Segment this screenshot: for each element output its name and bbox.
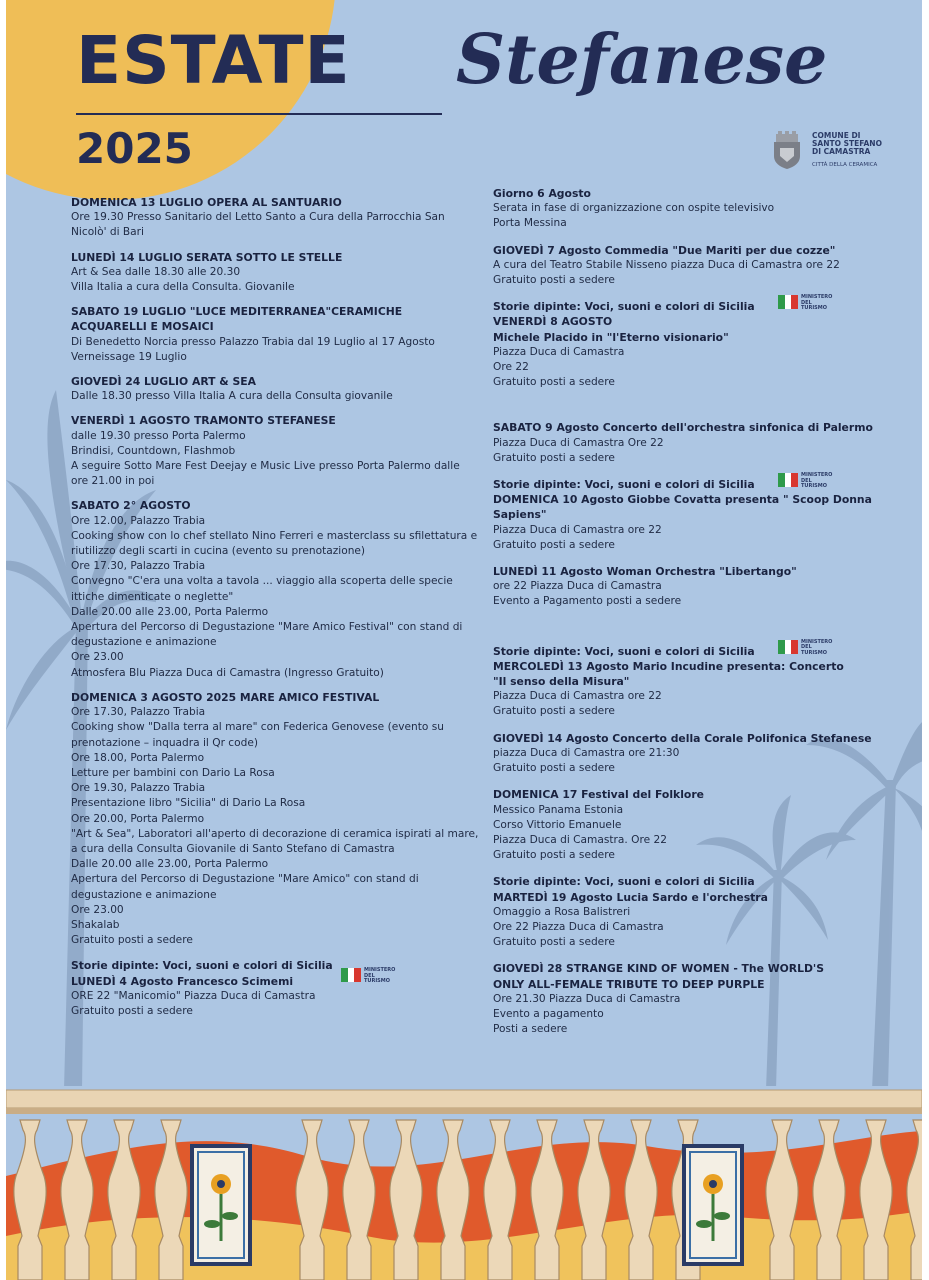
event-title: Storie dipinte: Voci, suoni e colori di Sicilia xyxy=(493,478,755,492)
ministry-line: DEL TURISMO xyxy=(801,299,828,312)
tile-panel-left xyxy=(192,1146,250,1264)
ministry-line: MINISTERO xyxy=(801,294,833,301)
comune-logo xyxy=(768,128,908,172)
event-detail: Gratuito posti a sedere xyxy=(71,1004,193,1017)
event-title: SABATO 2° AGOSTO xyxy=(71,499,191,513)
event-detail: Piazza Duca di Camastra ore 22 xyxy=(493,523,662,536)
event-detail: Ore 17.30, Palazzo Trabia xyxy=(71,706,206,719)
event-detail: Art & Sea dalle 18.30 alle 20.30 xyxy=(71,265,241,278)
event-title: LUNEDÌ 11 Agosto Woman Orchestra "Libertango" xyxy=(493,565,797,579)
comune-name xyxy=(812,132,882,156)
tile-panel-right xyxy=(684,1146,742,1264)
event-detail: Ore 23.00 xyxy=(71,651,124,664)
event-block xyxy=(71,250,481,296)
event-block xyxy=(71,498,481,680)
event-detail: Piazza Duca di Camastra ore 22 xyxy=(493,690,662,703)
event-detail: Porta Messina xyxy=(493,217,567,230)
italian-flag-icon xyxy=(778,295,798,309)
event-title: Storie dipinte: Voci, suoni e colori di Sicilia xyxy=(493,875,755,889)
event-block xyxy=(493,420,922,466)
comune-line: SANTO STEFANO xyxy=(812,139,882,148)
event-title: ACQUARELLI E MOSAICI xyxy=(71,320,214,334)
event-title: GIOVEDÌ 7 Agosto Commedia "Due Mariti per due cozze" xyxy=(493,243,836,257)
italian-flag-icon xyxy=(778,473,798,487)
event-detail: Ore 17.30, Palazzo Trabia xyxy=(71,560,206,573)
ministry-text xyxy=(364,968,401,985)
ministry-text xyxy=(801,640,838,657)
ministry-line: DEL TURISMO xyxy=(364,972,391,985)
events-right-column xyxy=(493,186,922,1037)
event-block xyxy=(71,374,481,404)
event-detail: Shakalab xyxy=(71,918,120,931)
event-title: VENERDÌ 1 AGOSTO TRAMONTO STEFANESE xyxy=(71,414,336,428)
event-detail: Piazza Duca di Camastra xyxy=(493,345,625,358)
event-detail: A seguire Sotto Mare Fest Deejay e Music Live presso Porta Palermo dalle xyxy=(71,460,460,473)
ministry-badge xyxy=(778,471,838,489)
event-detail: Ore 21.30 Piazza Duca di Camastra xyxy=(493,992,681,1005)
italian-flag-icon xyxy=(778,640,798,654)
event-title: Storie dipinte: Voci, suoni e colori di Sicilia xyxy=(493,644,755,658)
event-title: SABATO 9 Agosto Concerto dell'orchestra sinfonica di Palermo xyxy=(493,421,873,435)
event-block xyxy=(493,472,922,553)
event-block xyxy=(493,186,922,232)
event-detail: riutilizzo degli scarti in cucina (evento su prenotazione) xyxy=(71,545,366,558)
event-detail: Brindisi, Countdown, Flashmob xyxy=(71,444,236,457)
event-block xyxy=(493,731,922,777)
event-title: LUNEDÌ 4 Agosto Francesco Scimemi xyxy=(71,974,294,988)
event-detail: ore 22 Piazza Duca di Camastra xyxy=(493,580,662,593)
event-title: "Il senso della Misura" xyxy=(493,675,630,689)
event-detail: Cooking show "Dalla terra al mare" con Federica Genovese (evento su xyxy=(71,721,444,734)
event-title: GIOVEDÌ 14 Agosto Concerto della Corale Polifonica Stefanese xyxy=(493,731,872,745)
event-block xyxy=(71,690,481,948)
event-title: DOMENICA 13 LUGLIO OPERA AL SANTUARIO xyxy=(71,196,342,209)
event-block xyxy=(493,961,922,1037)
event-detail: Evento a pagamento xyxy=(493,1007,604,1020)
events-left-column xyxy=(71,195,481,1019)
event-title: Storie dipinte: Voci, suoni e colori di Sicilia xyxy=(71,959,333,973)
ministry-line: DEL TURISMO xyxy=(801,477,828,490)
event-title: ONLY ALL-FEMALE TRIBUTE TO DEEP PURPLE xyxy=(493,977,765,991)
event-detail: Ore 23.00 xyxy=(71,903,124,916)
balustrade-decoration xyxy=(6,1086,922,1280)
ministry-text xyxy=(801,473,838,490)
event-detail: Omaggio a Rosa Balistreri xyxy=(493,905,631,918)
event-detail: Letture per bambini con Dario La Rosa xyxy=(71,766,275,779)
poster xyxy=(6,0,922,1280)
event-block xyxy=(493,294,922,390)
title-year: 2025 xyxy=(76,124,193,173)
event-detail: Verneissage 19 Luglio xyxy=(71,350,187,363)
event-detail: Gratuito posti a sedere xyxy=(493,451,615,464)
event-detail: Posti a sedere xyxy=(493,1023,568,1036)
event-detail: Di Benedetto Norcia presso Palazzo Trabia dal 19 Luglio al 17 Agosto xyxy=(71,335,435,348)
event-block xyxy=(71,958,481,1019)
event-detail: Dalle 18.30 presso Villa Italia A cura della Consulta giovanile xyxy=(71,390,393,403)
event-title: Giorno 6 Agosto xyxy=(493,187,591,200)
event-title: VENERDÌ 8 AGOSTO xyxy=(493,315,613,329)
event-detail: Apertura del Percorso di Degustazione "Mare Amico Festival" con stand di xyxy=(71,621,463,634)
ministry-text xyxy=(801,295,838,312)
event-detail: Ore 19.30 Presso Sanitario del Letto Santo a Cura della Parrocchia San xyxy=(71,211,445,224)
event-detail: Dalle 20.00 alle 23.00, Porta Palermo xyxy=(71,858,269,871)
event-detail: degustazione e animazione xyxy=(71,636,217,649)
event-title: LUNEDÌ 14 LUGLIO SERATA SOTTO LE STELLE xyxy=(71,250,343,264)
event-detail: degustazione e animazione xyxy=(71,888,217,901)
event-detail: ORE 22 "Manicomio" Piazza Duca di Camastra xyxy=(71,989,316,1002)
event-title: SABATO 19 LUGLIO "LUCE MEDITERRANEA"CERAMICHE xyxy=(71,305,403,319)
event-detail: Gratuito posti a sedere xyxy=(493,538,615,551)
event-block xyxy=(71,304,481,365)
ministry-line: MINISTERO xyxy=(801,638,833,645)
ministry-badge xyxy=(778,638,838,656)
event-detail: Evento a Pagamento posti a sedere xyxy=(493,595,682,608)
event-detail: Ore 20.00, Porta Palermo xyxy=(71,812,205,825)
event-title: DOMENICA 10 Agosto Giobbe Covatta presenta " Scoop Donna Sapiens" xyxy=(493,493,872,522)
comune-line: DI CAMASTRA xyxy=(812,147,871,156)
event-detail: Corso Vittorio Emanuele xyxy=(493,818,622,831)
event-detail: prenotazione – inquadra il Qr code) xyxy=(71,736,258,749)
event-detail: Atmosfera Blu Piazza Duca di Camastra (Ingresso Gratuito) xyxy=(71,666,384,679)
event-title: GIOVEDÌ 28 STRANGE KIND OF WOMEN - The WORLD'S xyxy=(493,962,825,976)
event-title: Storie dipinte: Voci, suoni e colori di Sicilia xyxy=(493,300,755,314)
event-detail: Nicolò' di Bari xyxy=(71,226,144,239)
event-detail: Cooking show con lo chef stellato Nino Ferreri e masterclass su sfilettatura e xyxy=(71,529,478,542)
event-detail: ore 21.00 in poi xyxy=(71,475,155,488)
event-block xyxy=(493,787,922,863)
title-underline xyxy=(76,113,442,115)
event-detail: Gratuito posti a sedere xyxy=(493,376,615,389)
event-detail: piazza Duca di Camastra ore 21:30 xyxy=(493,746,680,759)
event-block xyxy=(493,874,922,950)
event-detail: Gratuito posti a sedere xyxy=(493,936,615,949)
event-detail: Gratuito posti a sedere xyxy=(71,934,193,947)
event-detail: ittiche dimenticate o neglette" xyxy=(71,590,234,603)
event-title: MERCOLEDÌ 13 Agosto Mario Incudine presenta: Concerto xyxy=(493,659,844,673)
event-title: DOMENICA 17 Festival del Folklore xyxy=(493,788,704,802)
ministry-line: MINISTERO xyxy=(801,472,833,479)
event-detail: Convegno "C'era una volta a tavola ... viaggio alla scoperta delle specie xyxy=(71,575,453,588)
event-detail: Messico Panama Estonia xyxy=(493,803,624,816)
event-block xyxy=(493,638,922,720)
event-detail: a cura della Consulta Giovanile di Santo Stefano di Camastra xyxy=(71,842,395,855)
title-estate: ESTATE xyxy=(76,22,351,99)
ministry-badge xyxy=(341,966,401,984)
italian-flag-icon xyxy=(341,968,361,982)
coat-of-arms-icon xyxy=(768,130,806,170)
event-block xyxy=(493,243,922,289)
event-detail: Ore 18.00, Porta Palermo xyxy=(71,751,205,764)
event-detail: Dalle 20.00 alle 23.00, Porta Palermo xyxy=(71,605,269,618)
event-detail: dalle 19.30 presso Porta Palermo xyxy=(71,429,246,442)
event-detail: Gratuito posti a sedere xyxy=(493,762,615,775)
event-title: MARTEDÌ 19 Agosto Lucia Sardo e l'orchestra xyxy=(493,890,768,904)
event-title: GIOVEDÌ 24 LUGLIO ART & SEA xyxy=(71,375,256,389)
ministry-badge xyxy=(778,293,838,311)
event-detail: Serata in fase di organizzazione con ospite televisivo xyxy=(493,202,775,215)
event-detail: Gratuito posti a sedere xyxy=(493,705,615,718)
event-title: Michele Placido in "l'Eterno visionario" xyxy=(493,330,729,344)
event-detail: "Art & Sea", Laboratori all'aperto di decorazione di ceramica ispirati al mare, xyxy=(71,827,479,840)
event-detail: Presentazione libro "Sicilia" di Dario La Rosa xyxy=(71,797,306,810)
comune-line: COMUNE DI xyxy=(812,131,861,140)
event-detail: Ore 19.30, Palazzo Trabia xyxy=(71,782,206,795)
event-block xyxy=(71,413,481,489)
event-block xyxy=(493,564,922,610)
event-detail: Piazza Duca di Camastra. Ore 22 xyxy=(493,833,667,846)
event-title: DOMENICA 3 AGOSTO 2025 MARE AMICO FESTIVAL xyxy=(71,690,380,704)
event-detail: Ore 22 xyxy=(493,361,529,374)
ministry-line: MINISTERO xyxy=(364,967,396,974)
event-block xyxy=(71,195,481,241)
event-detail: Villa Italia a cura della Consulta. Giovanile xyxy=(71,281,295,294)
event-detail: Gratuito posti a sedere xyxy=(493,849,615,862)
event-detail: Ore 12.00, Palazzo Trabia xyxy=(71,514,206,527)
event-detail: A cura del Teatro Stabile Nisseno piazza Duca di Camastra ore 22 xyxy=(493,258,840,271)
event-detail: Piazza Duca di Camastra Ore 22 xyxy=(493,436,664,449)
comune-subtitle: CITTÀ DELLA CERAMICA xyxy=(812,162,878,168)
ministry-line: DEL TURISMO xyxy=(801,644,828,656)
title-stefanese: Stefanese xyxy=(456,20,828,100)
event-detail: Ore 22 Piazza Duca di Camastra xyxy=(493,920,664,933)
event-detail: Apertura del Percorso di Degustazione "Mare Amico" con stand di xyxy=(71,873,419,886)
event-detail: Gratuito posti a sedere xyxy=(493,274,615,287)
